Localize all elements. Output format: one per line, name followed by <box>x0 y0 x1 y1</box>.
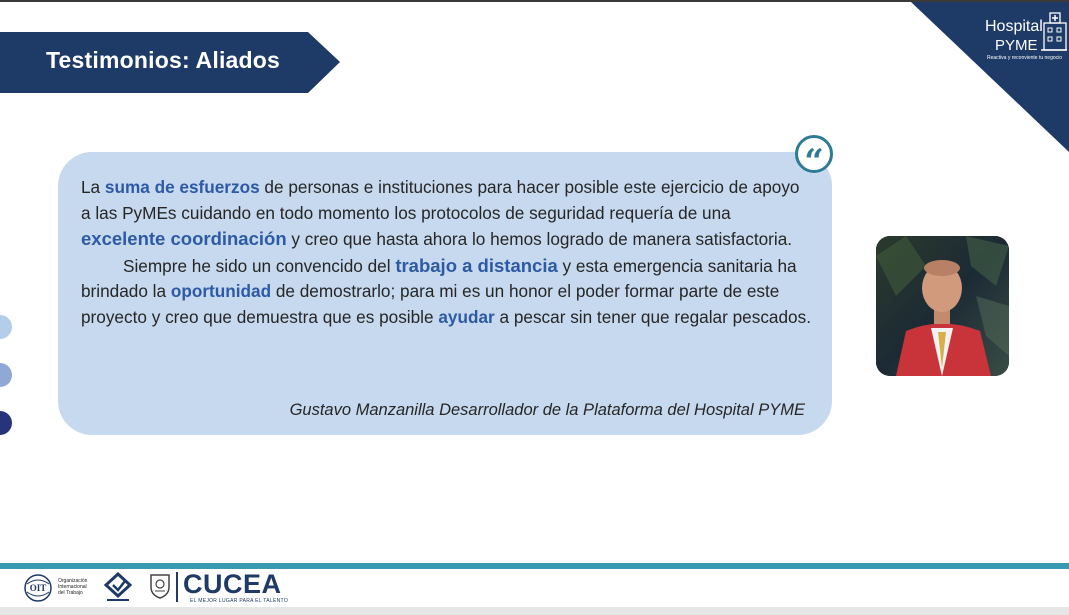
side-dot <box>0 315 12 339</box>
cucea-separator <box>176 572 178 602</box>
logo-tagline: Reactiva y reconviente tu negocio <box>987 55 1063 61</box>
udg-shield-icon <box>149 573 171 599</box>
highlighted-phrase: trabajo a distancia <box>395 254 558 276</box>
highlighted-phrase: suma de esfuerzos <box>104 177 260 197</box>
text-run: de personas e instituciones para hacer posible este ejercicio de apoyo a las PyMEs cuidando en todo momento los protocolos de seguridad requería de una <box>81 177 800 223</box>
slide-title: Testimonios: Aliados <box>46 47 281 73</box>
cucea-tagline: EL MEJOR LUGAR PARA EL TALENTO <box>190 598 289 604</box>
partner-logo-icon <box>103 572 133 604</box>
text-run: y esta emergencia sanitaria ha brindado la <box>81 255 797 301</box>
highlighted-phrase: oportunidad <box>170 281 272 301</box>
cucea-logo-text: CUCEA <box>183 569 282 599</box>
logo-line-1: Hospital <box>985 18 1043 35</box>
text-run: a pescar sin tener que regalar pescados. <box>494 306 811 327</box>
oit-name: Organización Internacional del Trabajo <box>58 578 88 596</box>
top-border-line <box>0 0 1069 2</box>
testimonial-author: Gustavo Manzanilla Desarrollador de la Plataforma del Hospital PYME <box>289 401 805 419</box>
author-photo <box>876 236 1009 376</box>
highlighted-phrase: ayudar <box>438 306 495 327</box>
side-dot <box>0 411 12 435</box>
logo-line-2: PYME <box>995 37 1038 54</box>
text-run: La <box>81 177 105 197</box>
side-dot <box>0 363 12 387</box>
text-run: de demostrarlo; para mi es un honor el poder formar parte de este proyecto y creo que demuestra que es posible <box>81 281 780 327</box>
testimonial-paragraph-2 <box>81 253 811 331</box>
testimonial-paragraph-1 <box>81 175 811 253</box>
quote-icon: “ <box>795 135 833 173</box>
text-run: y creo que hasta ahora lo hemos logrado de manera satisfactoria. <box>286 229 793 249</box>
svg-text:OIT: OIT <box>29 583 47 593</box>
text-run: Siempre he sido un convencido del <box>123 255 396 276</box>
oit-logo-icon <box>22 574 54 602</box>
bottom-strip <box>0 607 1069 615</box>
highlighted-phrase: excelente coordinación <box>81 228 287 249</box>
testimonial-text <box>81 175 811 330</box>
hospital-building-icon <box>1041 12 1067 52</box>
